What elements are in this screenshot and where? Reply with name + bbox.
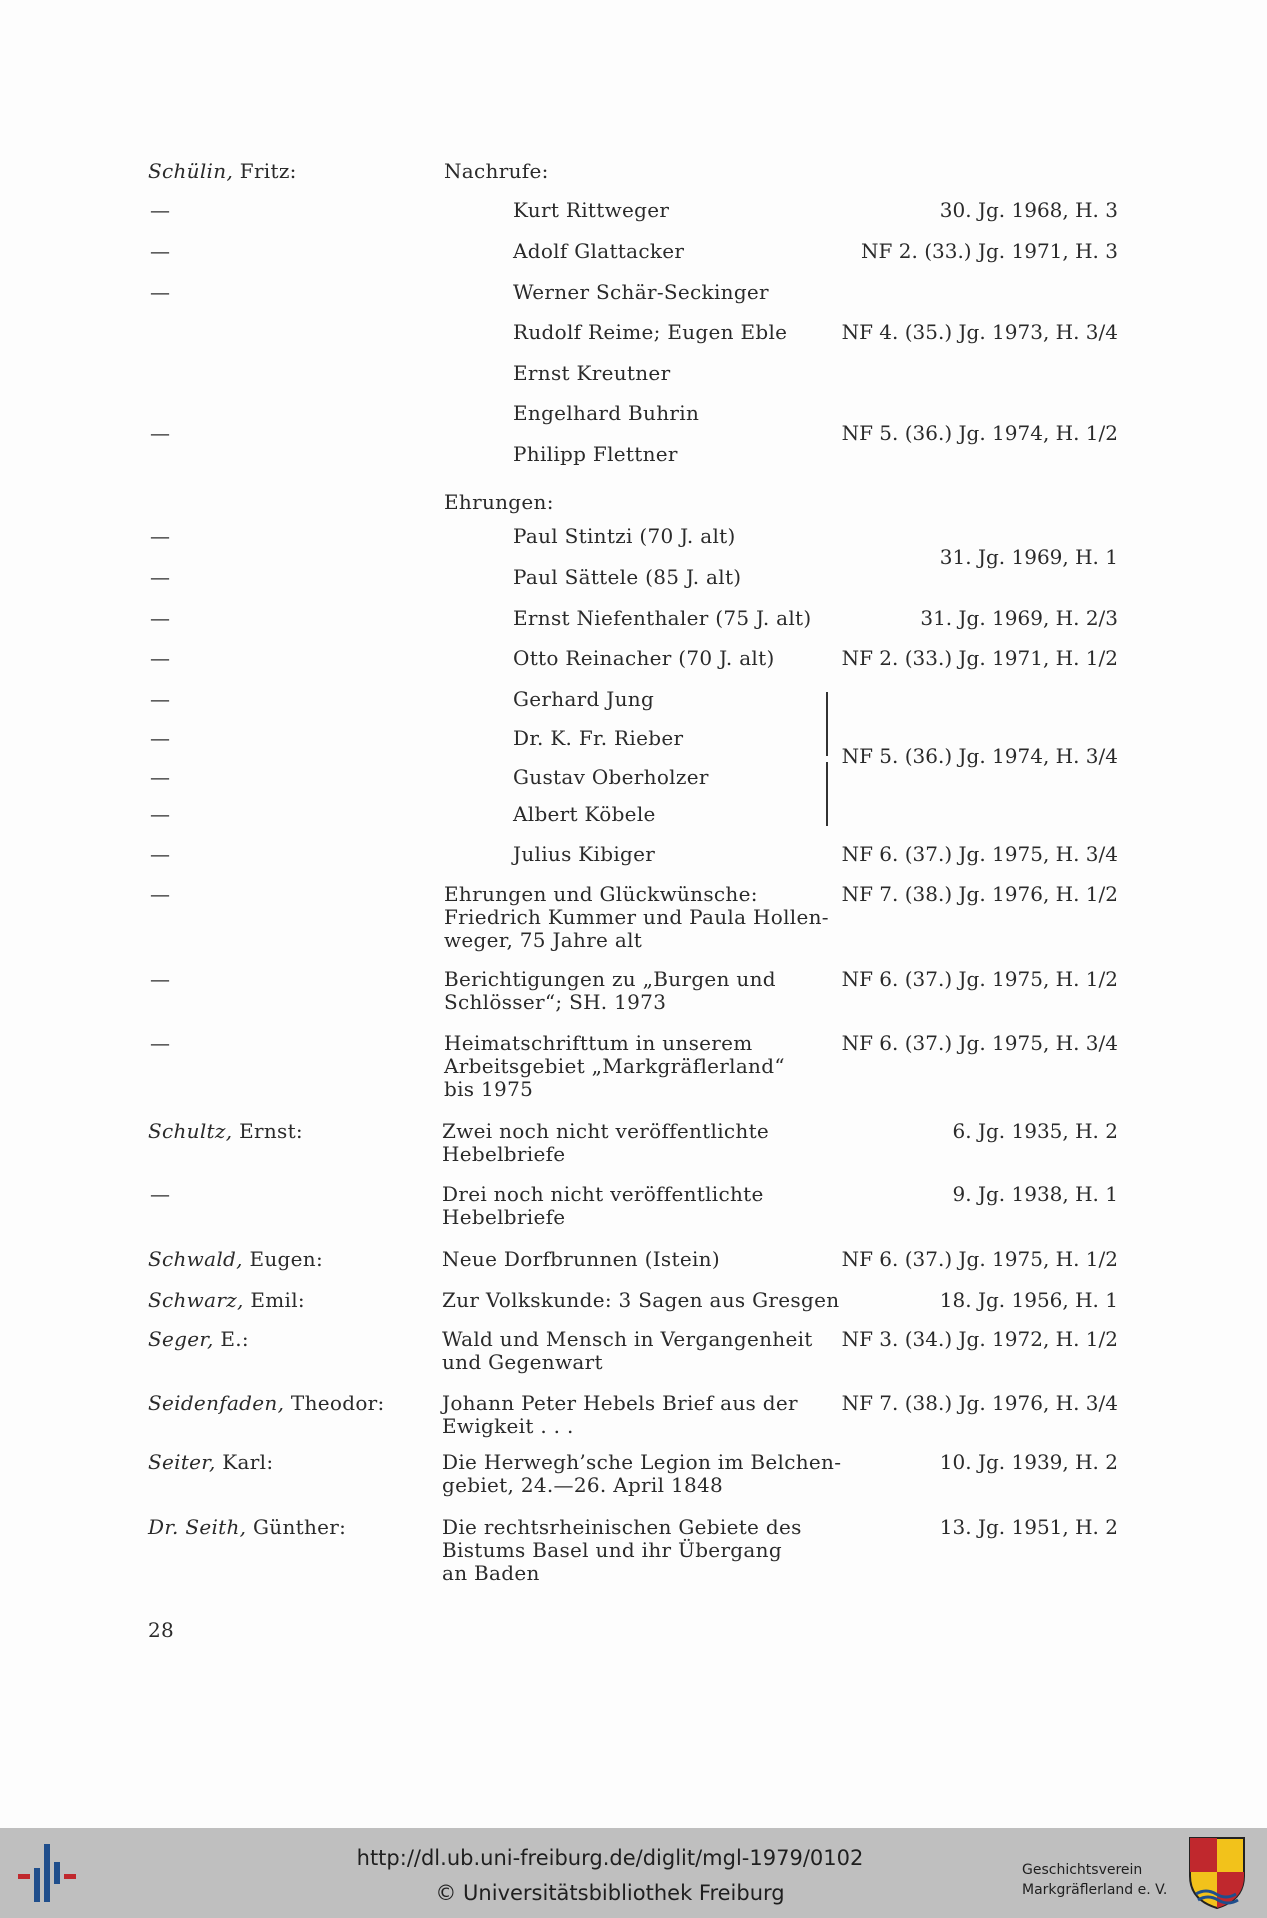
- ditto-dash: —: [150, 280, 170, 304]
- entry-title: Die rechtsrheinischen Gebiete des Bistums Basel und ihr Übergang an Baden: [442, 1515, 802, 1585]
- author-given-name: Karl:: [215, 1450, 274, 1474]
- entry-title: Gerhard Jung: [513, 687, 655, 711]
- entry-title: Gustav Oberholzer: [513, 765, 709, 789]
- ditto-dash: —: [150, 524, 170, 548]
- author-surname: Schwald,: [148, 1247, 243, 1271]
- author-surname: Seger,: [148, 1327, 214, 1351]
- ditto-dash: —: [150, 239, 170, 263]
- entry-reference: 13. Jg. 1951, H. 2: [939, 1515, 1118, 1539]
- footer-url-link[interactable]: http://dl.ub.uni-freiburg.de/diglit/mgl-1979/0102: [356, 1846, 864, 1870]
- entry-author: [148, 1328, 249, 1351]
- entry-reference: NF 6. (37.) Jg. 1975, H. 1/2: [841, 1247, 1118, 1271]
- entry-author: [148, 1392, 385, 1415]
- entry-title: Wald und Mensch in Vergangenheit und Gegenwart: [442, 1327, 813, 1374]
- footer-bar: [0, 1828, 1267, 1918]
- entry-title: Adolf Glattacker: [513, 239, 685, 263]
- ditto-dash: —: [150, 1031, 170, 1055]
- entry-title: Paul Stintzi (70 J. alt): [513, 524, 736, 548]
- ditto-dash: —: [150, 565, 170, 589]
- brace-line-lower: [826, 762, 828, 826]
- entry-title: Dr. K. Fr. Rieber: [513, 726, 684, 750]
- entry-title: Albert Köbele: [513, 802, 656, 826]
- entry-reference: NF 2. (33.) Jg. 1971, H. 3: [861, 239, 1118, 263]
- coat-of-arms-icon: [1188, 1836, 1246, 1910]
- entry-reference: NF 6. (37.) Jg. 1975, H. 1/2: [841, 967, 1118, 991]
- entry-title: Neue Dorfbrunnen (Istein): [442, 1247, 720, 1271]
- entry-reference: 6. Jg. 1935, H. 2: [952, 1119, 1118, 1143]
- entry-title: Ernst Niefenthaler (75 J. alt): [513, 606, 812, 630]
- author-given-name: Ernst:: [232, 1119, 303, 1143]
- entry-reference: NF 4. (35.) Jg. 1973, H. 3/4: [841, 320, 1118, 344]
- entry-reference: NF 6. (37.) Jg. 1975, H. 3/4: [841, 842, 1118, 866]
- author-given-name: Emil:: [243, 1288, 305, 1312]
- author-surname: Schwarz,: [148, 1288, 244, 1312]
- brace-line-upper: [826, 692, 828, 756]
- entry-title: Ernst Kreutner: [513, 361, 671, 385]
- entry-author: [148, 160, 297, 183]
- entry-title: Engelhard Buhrin: [513, 401, 700, 425]
- author-given-name: Eugen:: [242, 1247, 323, 1271]
- entry-reference: NF 2. (33.) Jg. 1971, H. 1/2: [841, 646, 1118, 670]
- entry-author: [148, 1516, 346, 1539]
- author-given-name: Fritz:: [233, 159, 297, 183]
- entry-title: Philipp Flettner: [513, 442, 678, 466]
- entry-title: Rudolf Reime; Eugen Eble: [513, 320, 788, 344]
- entry-title: Ehrungen und Glückwünsche: Friedrich Kummer und Paula Hollen- weger, 75 Jahre alt: [444, 882, 829, 952]
- entry-reference: NF 5. (36.) Jg. 1974, H. 3/4: [841, 744, 1118, 768]
- entry-author: [148, 1289, 305, 1312]
- entry-author: [148, 1120, 303, 1143]
- entry-title: Paul Sättele (85 J. alt): [513, 565, 742, 589]
- entry-reference: NF 3. (34.) Jg. 1972, H. 1/2: [841, 1327, 1118, 1351]
- entry-reference: NF 6. (37.) Jg. 1975, H. 3/4: [841, 1031, 1118, 1055]
- entry-title: Berichtigungen zu „Burgen und Schlösser“; SH. 1973: [444, 967, 776, 1014]
- footer-org-line1: Geschichtsverein: [1022, 1862, 1143, 1878]
- author-given-name: E.:: [213, 1327, 249, 1351]
- entry-reference: 31. Jg. 1969, H. 1: [939, 545, 1118, 569]
- entry-reference: NF 7. (38.) Jg. 1976, H. 1/2: [841, 882, 1118, 906]
- ditto-dash: —: [150, 726, 170, 750]
- entry-title: Werner Schär-Seckinger: [513, 280, 769, 304]
- page-number: 28: [148, 1618, 175, 1642]
- ditto-dash: —: [150, 967, 170, 991]
- entry-title: Drei noch nicht veröffentlichte Hebelbriefe: [442, 1182, 764, 1229]
- entry-reference: 10. Jg. 1939, H. 2: [939, 1450, 1118, 1474]
- ditto-dash: —: [150, 646, 170, 670]
- ditto-dash: —: [150, 198, 170, 222]
- footer-copyright: © Universitätsbibliothek Freiburg: [435, 1881, 785, 1905]
- entry-title: Julius Kibiger: [513, 842, 656, 866]
- entry-title: Nachrufe:: [444, 159, 549, 183]
- author-surname: Dr. Seith,: [148, 1515, 247, 1539]
- author-given-name: Theodor:: [284, 1391, 385, 1415]
- entry-title: Zwei noch nicht veröffentlichte Hebelbriefe: [442, 1119, 770, 1166]
- entry-title: Otto Reinacher (70 J. alt): [513, 646, 775, 670]
- entry-title: Die Herwegh’sche Legion im Belchen- gebiet, 24.—26. April 1848: [442, 1450, 842, 1497]
- author-surname: Schultz,: [148, 1119, 233, 1143]
- ditto-dash: —: [150, 421, 170, 445]
- ditto-dash: —: [150, 802, 170, 826]
- entry-reference: 9. Jg. 1938, H. 1: [952, 1182, 1118, 1206]
- ditto-dash: —: [150, 1182, 170, 1206]
- ditto-dash: —: [150, 606, 170, 630]
- entry-title: Johann Peter Hebels Brief aus der Ewigkeit . . .: [442, 1391, 798, 1438]
- entry-author: [148, 1451, 273, 1474]
- author-surname: Schülin,: [148, 159, 234, 183]
- entry-title: Ehrungen:: [444, 490, 554, 514]
- entry-reference: NF 7. (38.) Jg. 1976, H. 3/4: [841, 1391, 1118, 1415]
- entry-author: [148, 1248, 323, 1271]
- entry-reference: 30. Jg. 1968, H. 3: [939, 198, 1118, 222]
- library-logo-icon: [14, 1840, 84, 1906]
- author-given-name: Günther:: [246, 1515, 347, 1539]
- entry-title: Heimatschrifttum in unserem Arbeitsgebiet „Markgräflerland“ bis 1975: [444, 1031, 785, 1101]
- ditto-dash: —: [150, 765, 170, 789]
- entry-reference: NF 5. (36.) Jg. 1974, H. 1/2: [841, 421, 1118, 445]
- entry-title: Zur Volkskunde: 3 Sagen aus Gresgen: [442, 1288, 840, 1312]
- author-surname: Seidenfaden,: [148, 1391, 285, 1415]
- entry-title: Kurt Rittweger: [513, 198, 670, 222]
- ditto-dash: —: [150, 882, 170, 906]
- ditto-dash: —: [150, 842, 170, 866]
- ditto-dash: —: [150, 687, 170, 711]
- entry-reference: 18. Jg. 1956, H. 1: [939, 1288, 1118, 1312]
- entry-reference: 31. Jg. 1969, H. 2/3: [920, 606, 1118, 630]
- author-surname: Seiter,: [148, 1450, 216, 1474]
- footer-org-line2: Markgräflerland e. V.: [1022, 1882, 1168, 1898]
